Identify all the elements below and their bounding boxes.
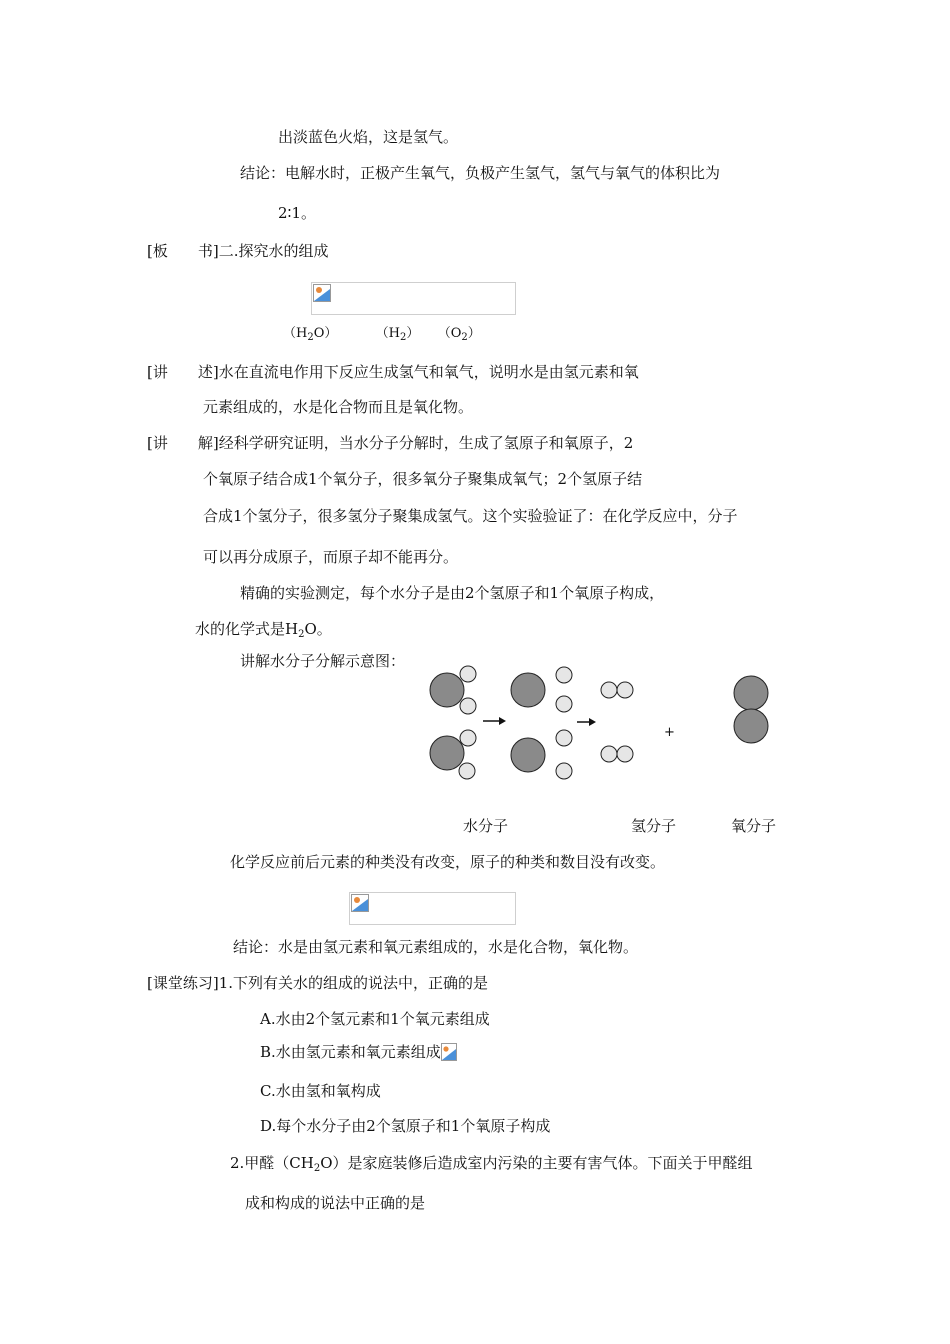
hydrogen-atom: [460, 666, 476, 682]
label-water-molecule: 水分子: [463, 817, 509, 835]
explanation-line-4: 可以再分成原子，而原子却不能再分。: [203, 548, 459, 566]
broken-image-icon: [313, 284, 331, 302]
formula-line: 水的化学式是$H_2O$。: [195, 620, 332, 640]
option-c: C.水由氢和氧构成: [260, 1082, 381, 1100]
explanation-line-2: 个氧原子结合成1个氧分子，很多氧分子聚集成氧气；2个氢原子结: [203, 470, 643, 488]
formula-h2: $(H_2)$: [375, 326, 420, 343]
oxygen-atom: [511, 673, 545, 707]
exercise-question-1: [课堂练习]1.下列有关水的组成的说法中，正确的是: [147, 974, 489, 992]
measurement-line: 精确的实验测定，每个水分子是由2个氢原子和1个氧原子构成，: [240, 584, 665, 602]
hydrogen-atom: [556, 667, 572, 683]
hydrogen-atom: [556, 696, 572, 712]
ratio-line: 2∶1。: [278, 204, 316, 222]
oxygen-molecule: [734, 676, 768, 743]
explanation-line-3: 合成1个氢分子，很多氢分子聚集成氢气。这个实验验证了：在化学反应中，分子: [203, 507, 738, 525]
arrow-2: [577, 718, 596, 726]
option-b: B.水由氢元素和氧元素组成: [260, 1042, 457, 1062]
water-molecules: [430, 666, 476, 779]
oxygen-atom: [430, 673, 464, 707]
conservation-line: 化学反应前后元素的种类没有改变，原子的种类和数目没有改变。: [230, 853, 666, 871]
hydrogen-atom: [460, 698, 476, 714]
label-hydrogen-molecule: 氢分子: [631, 817, 677, 835]
oxygen-atom: [734, 676, 768, 710]
final-conclusion: 结论：水是由氢元素和氧元素组成的，水是化合物，氧化物。: [233, 938, 639, 956]
hydrogen-molecules: [601, 682, 633, 762]
section-heading: [板 书]二.探究水的组成: [147, 242, 329, 260]
hydrogen-atom: [556, 730, 572, 746]
separated-atoms: [511, 667, 572, 779]
hydrogen-atom: [601, 682, 617, 698]
hydrogen-atom: [617, 682, 633, 698]
oxygen-atom: [430, 736, 464, 770]
option-a: A.水由2个氢元素和1个氧元素组成: [260, 1010, 490, 1028]
narration-line: [讲 述]水在直流电作用下反应生成氢气和氧气，说明水是由氢元素和氧: [147, 363, 639, 381]
plus-sign: +: [664, 725, 675, 740]
explanation-line: [讲 解]经科学研究证明，当水分子分解时，生成了氢原子和氧原子，2: [147, 434, 634, 452]
diagram-caption: 讲解水分子分解示意图：: [240, 652, 406, 670]
formula-h2o: $(H_2O)$: [283, 326, 338, 343]
oxygen-atom: [511, 738, 545, 772]
image-placeholder-2: [349, 892, 516, 925]
exercise-question-2-cont: 成和构成的说法中正确的是: [245, 1194, 426, 1212]
hydrogen-atom: [556, 763, 572, 779]
hydrogen-atom: [460, 730, 476, 746]
diagram-svg: [425, 660, 785, 790]
text-line: 出淡蓝色火焰，这是氢气。: [278, 128, 459, 146]
exercise-question-2: 2.甲醛$(CH_2O)$是家庭装修后造成室内污染的主要有害气体。下面关于甲醛组: [230, 1154, 753, 1174]
broken-image-icon: [351, 894, 369, 912]
hydrogen-atom: [459, 763, 475, 779]
option-d: D.每个水分子由2个氢原子和1个氧原子构成: [260, 1117, 551, 1135]
equation-image-placeholder: [311, 282, 516, 315]
conclusion-line: 结论：电解水时，正极产生氧气，负极产生氢气，氢气与氧气的体积比为: [240, 164, 721, 182]
broken-image-icon: [441, 1043, 457, 1061]
formula-o2: $(O_2)$: [437, 326, 481, 343]
water-decomposition-diagram: [425, 660, 785, 790]
label-oxygen-molecule: 氧分子: [731, 817, 777, 835]
hydrogen-atom: [601, 746, 617, 762]
narration-line-2: 元素组成的，水是化合物而且是氧化物。: [203, 398, 474, 416]
hydrogen-atom: [617, 746, 633, 762]
formula-labels: [283, 324, 481, 348]
arrow-1: [483, 717, 506, 725]
oxygen-atom: [734, 709, 768, 743]
